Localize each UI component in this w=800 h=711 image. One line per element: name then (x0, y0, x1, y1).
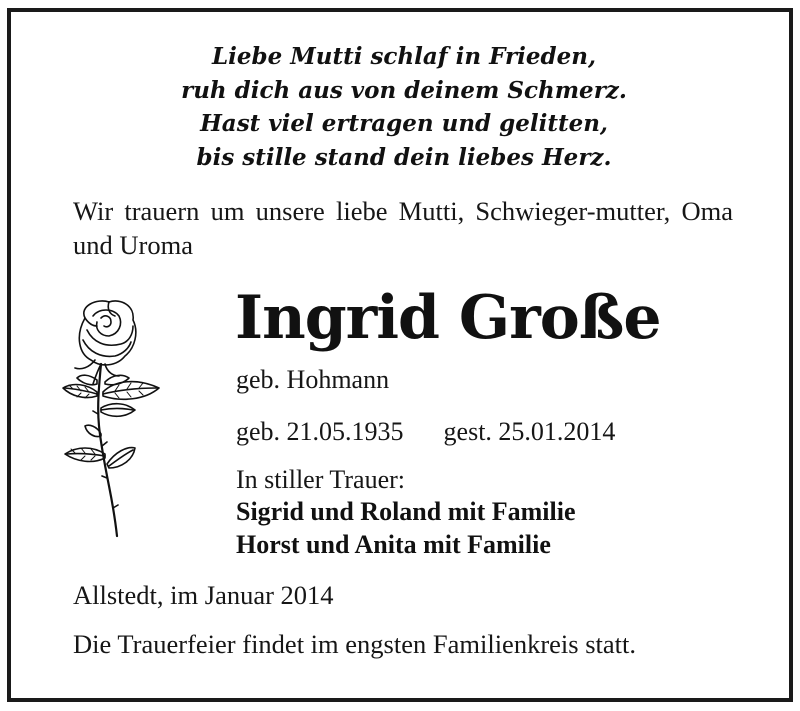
death-date: gest. 25.01.2014 (443, 417, 616, 446)
verse-line-3: Hast viel ertragen und gelitten, (200, 110, 608, 137)
memorial-verse (11, 40, 797, 174)
obituary-frame (7, 8, 793, 702)
mourner-family-1: Sigrid und Roland mit Familie (236, 497, 576, 526)
life-dates (236, 416, 615, 448)
deceased-name: Ingrid Große (235, 283, 661, 353)
verse-line-1: Liebe Mutti schlaf in Frieden, (212, 43, 596, 70)
mourner-family-2: Horst und Anita mit Familie (236, 530, 551, 559)
ceremony-note: Die Trauerfeier findet im engsten Familienkreis statt. (73, 629, 636, 659)
verse-line-2: ruh dich aus von deinem Schmerz. (181, 76, 627, 104)
mourners-heading: In stiller Trauer: (236, 465, 405, 494)
verse-line-4: bis stille stand dein liebes Herz. (196, 143, 612, 171)
intro-text: Wir trauern um unsere liebe Mutti, Schwieger-mutter, Oma und Uroma (73, 196, 733, 260)
maiden-name: geb. Hohmann (236, 365, 390, 394)
place-date: Allstedt, im Januar 2014 (73, 580, 334, 610)
rose-icon (49, 296, 173, 546)
birth-date: geb. 21.05.1935 (236, 417, 404, 446)
